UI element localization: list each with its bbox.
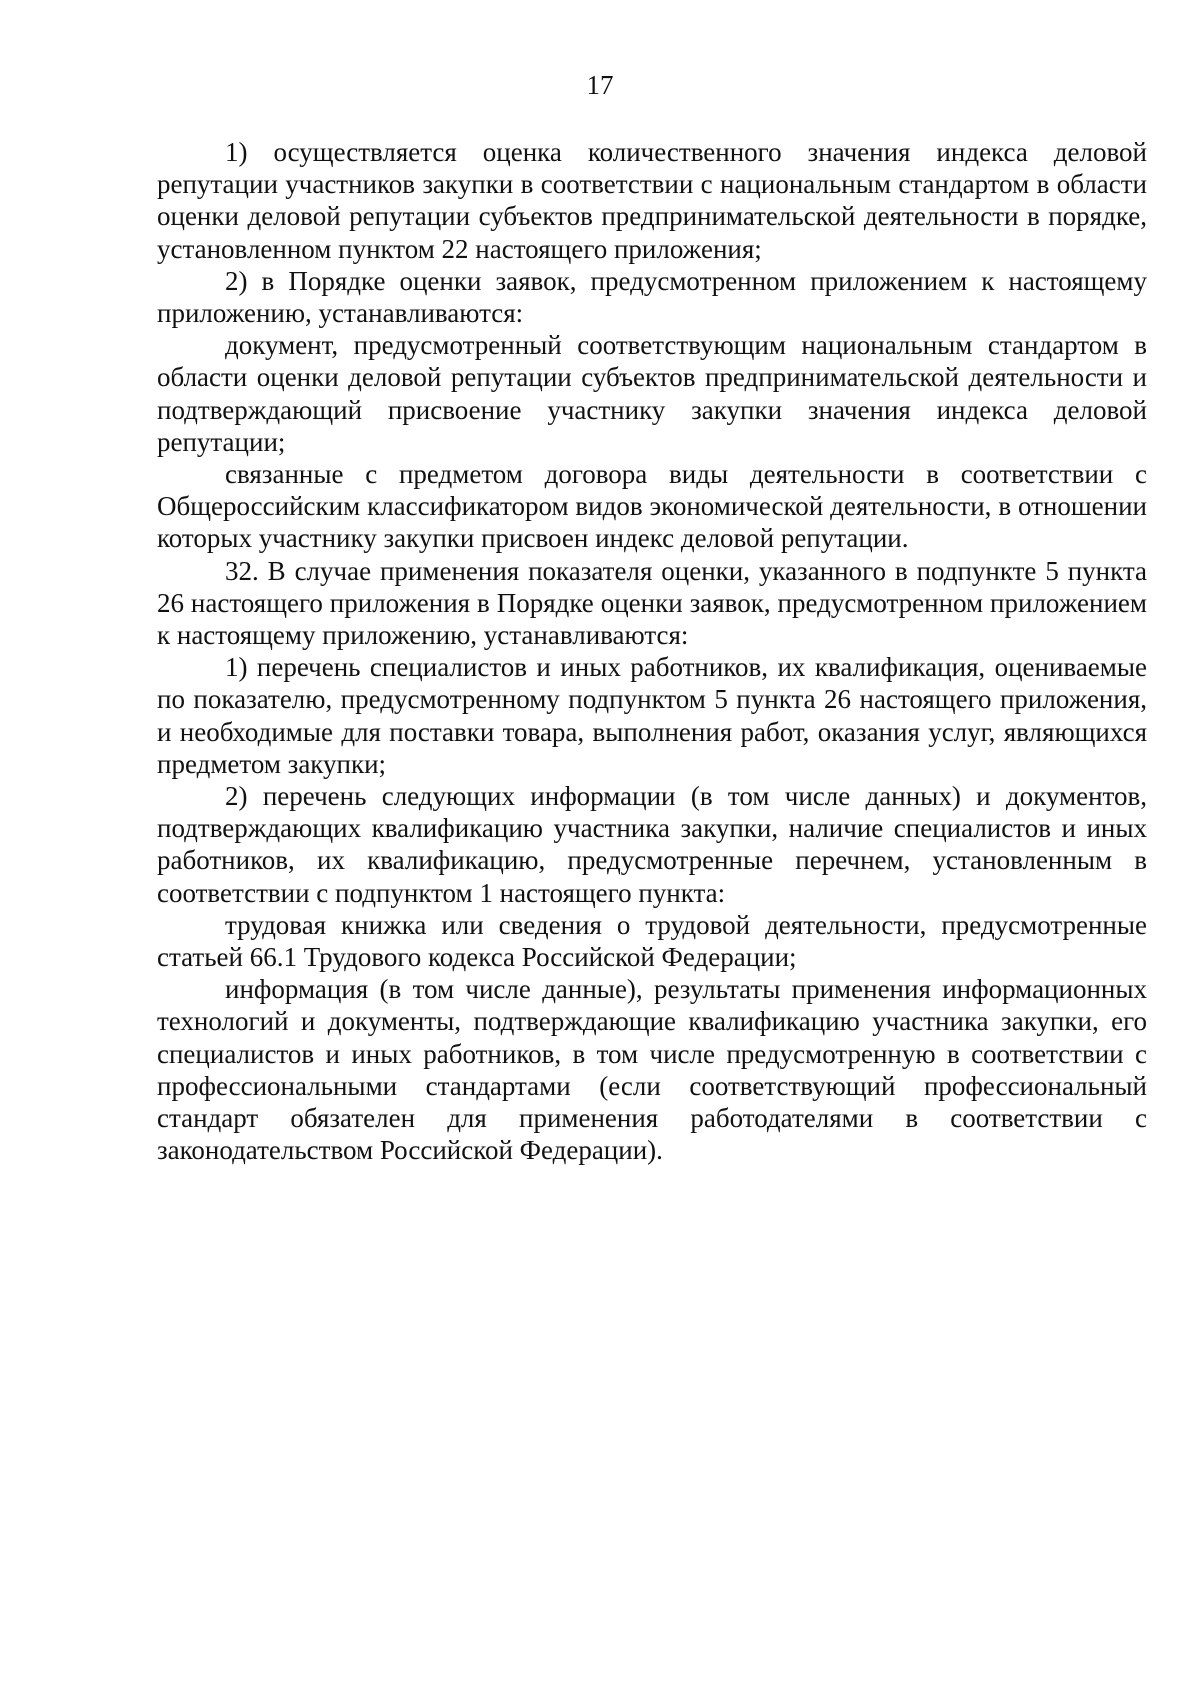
- paragraph-sub-1-reputation-index: 1) осуществляется оценка количественного значения индекса деловой репутации участников закупки в соответствии с национальным стандартом в области оценки деловой репутации субъектов предпринимательской деятельности в порядке, установленном пунктом 22 настоящего приложения;: [157, 137, 1147, 264]
- paragraph-clause-32: 32. В случае применения показателя оценки, указанного в подпункте 5 пункта 26 настоящего приложения в Порядке оценки заявок, предусмотренном приложением к настоящему приложению, устанавливаются:: [157, 555, 1147, 651]
- paragraph-reputation-document: документ, предусмотренный соответствующим национальным стандартом в области оценки деловой репутации субъектов предпринимательской деятельности и подтверждающий присвоение участнику закупки значения индекса деловой репутации;: [157, 330, 1147, 457]
- paragraph-employment-record: трудовая книжка или сведения о трудовой деятельности, предусмотренные статьей 66.1 Трудового кодекса Российской Федерации;: [157, 909, 1147, 973]
- paragraph-sub-1-specialists: 1) перечень специалистов и иных работников, их квалификация, оцениваемые по показателю, предусмотренному подпунктом 5 пункта 26 настоящего приложения, и необходимые для поставки товара, выполнения работ, оказания услуг, являющихся предметом закупки;: [157, 652, 1147, 779]
- paragraph-sub-2-evaluation-order: 2) в Порядке оценки заявок, предусмотренном приложением к настоящему приложению, устанавливаются:: [157, 265, 1147, 329]
- paragraph-activity-types: связанные с предметом договора виды деятельности в соответствии с Общероссийским классификатором видов экономической деятельности, в отношении которых участнику закупки присвоен индекс деловой репутации.: [157, 459, 1147, 554]
- paragraph-professional-standards: информация (в том числе данные), результаты применения информационных технологий и документы, подтверждающие квалификацию участника закупки, его специалистов и иных работников, в том числе предусмотренную в соответствии с профессиональными стандартами (если соответствующий профессиональный стандарт обязателен для применения работодателями в соответствии с законодательством Российской Федерации).: [157, 974, 1147, 1166]
- document-body: [157, 136, 1147, 1167]
- paragraph-sub-2-documents: 2) перечень следующих информации (в том числе данных) и документов, подтверждающих квалификацию участника закупки, наличие специалистов и иных работников, их квалификацию, предусмотренные перечнем, установленным в соответствии с подпунктом 1 настоящего пункта:: [157, 781, 1147, 908]
- page-number: 17: [586, 70, 614, 100]
